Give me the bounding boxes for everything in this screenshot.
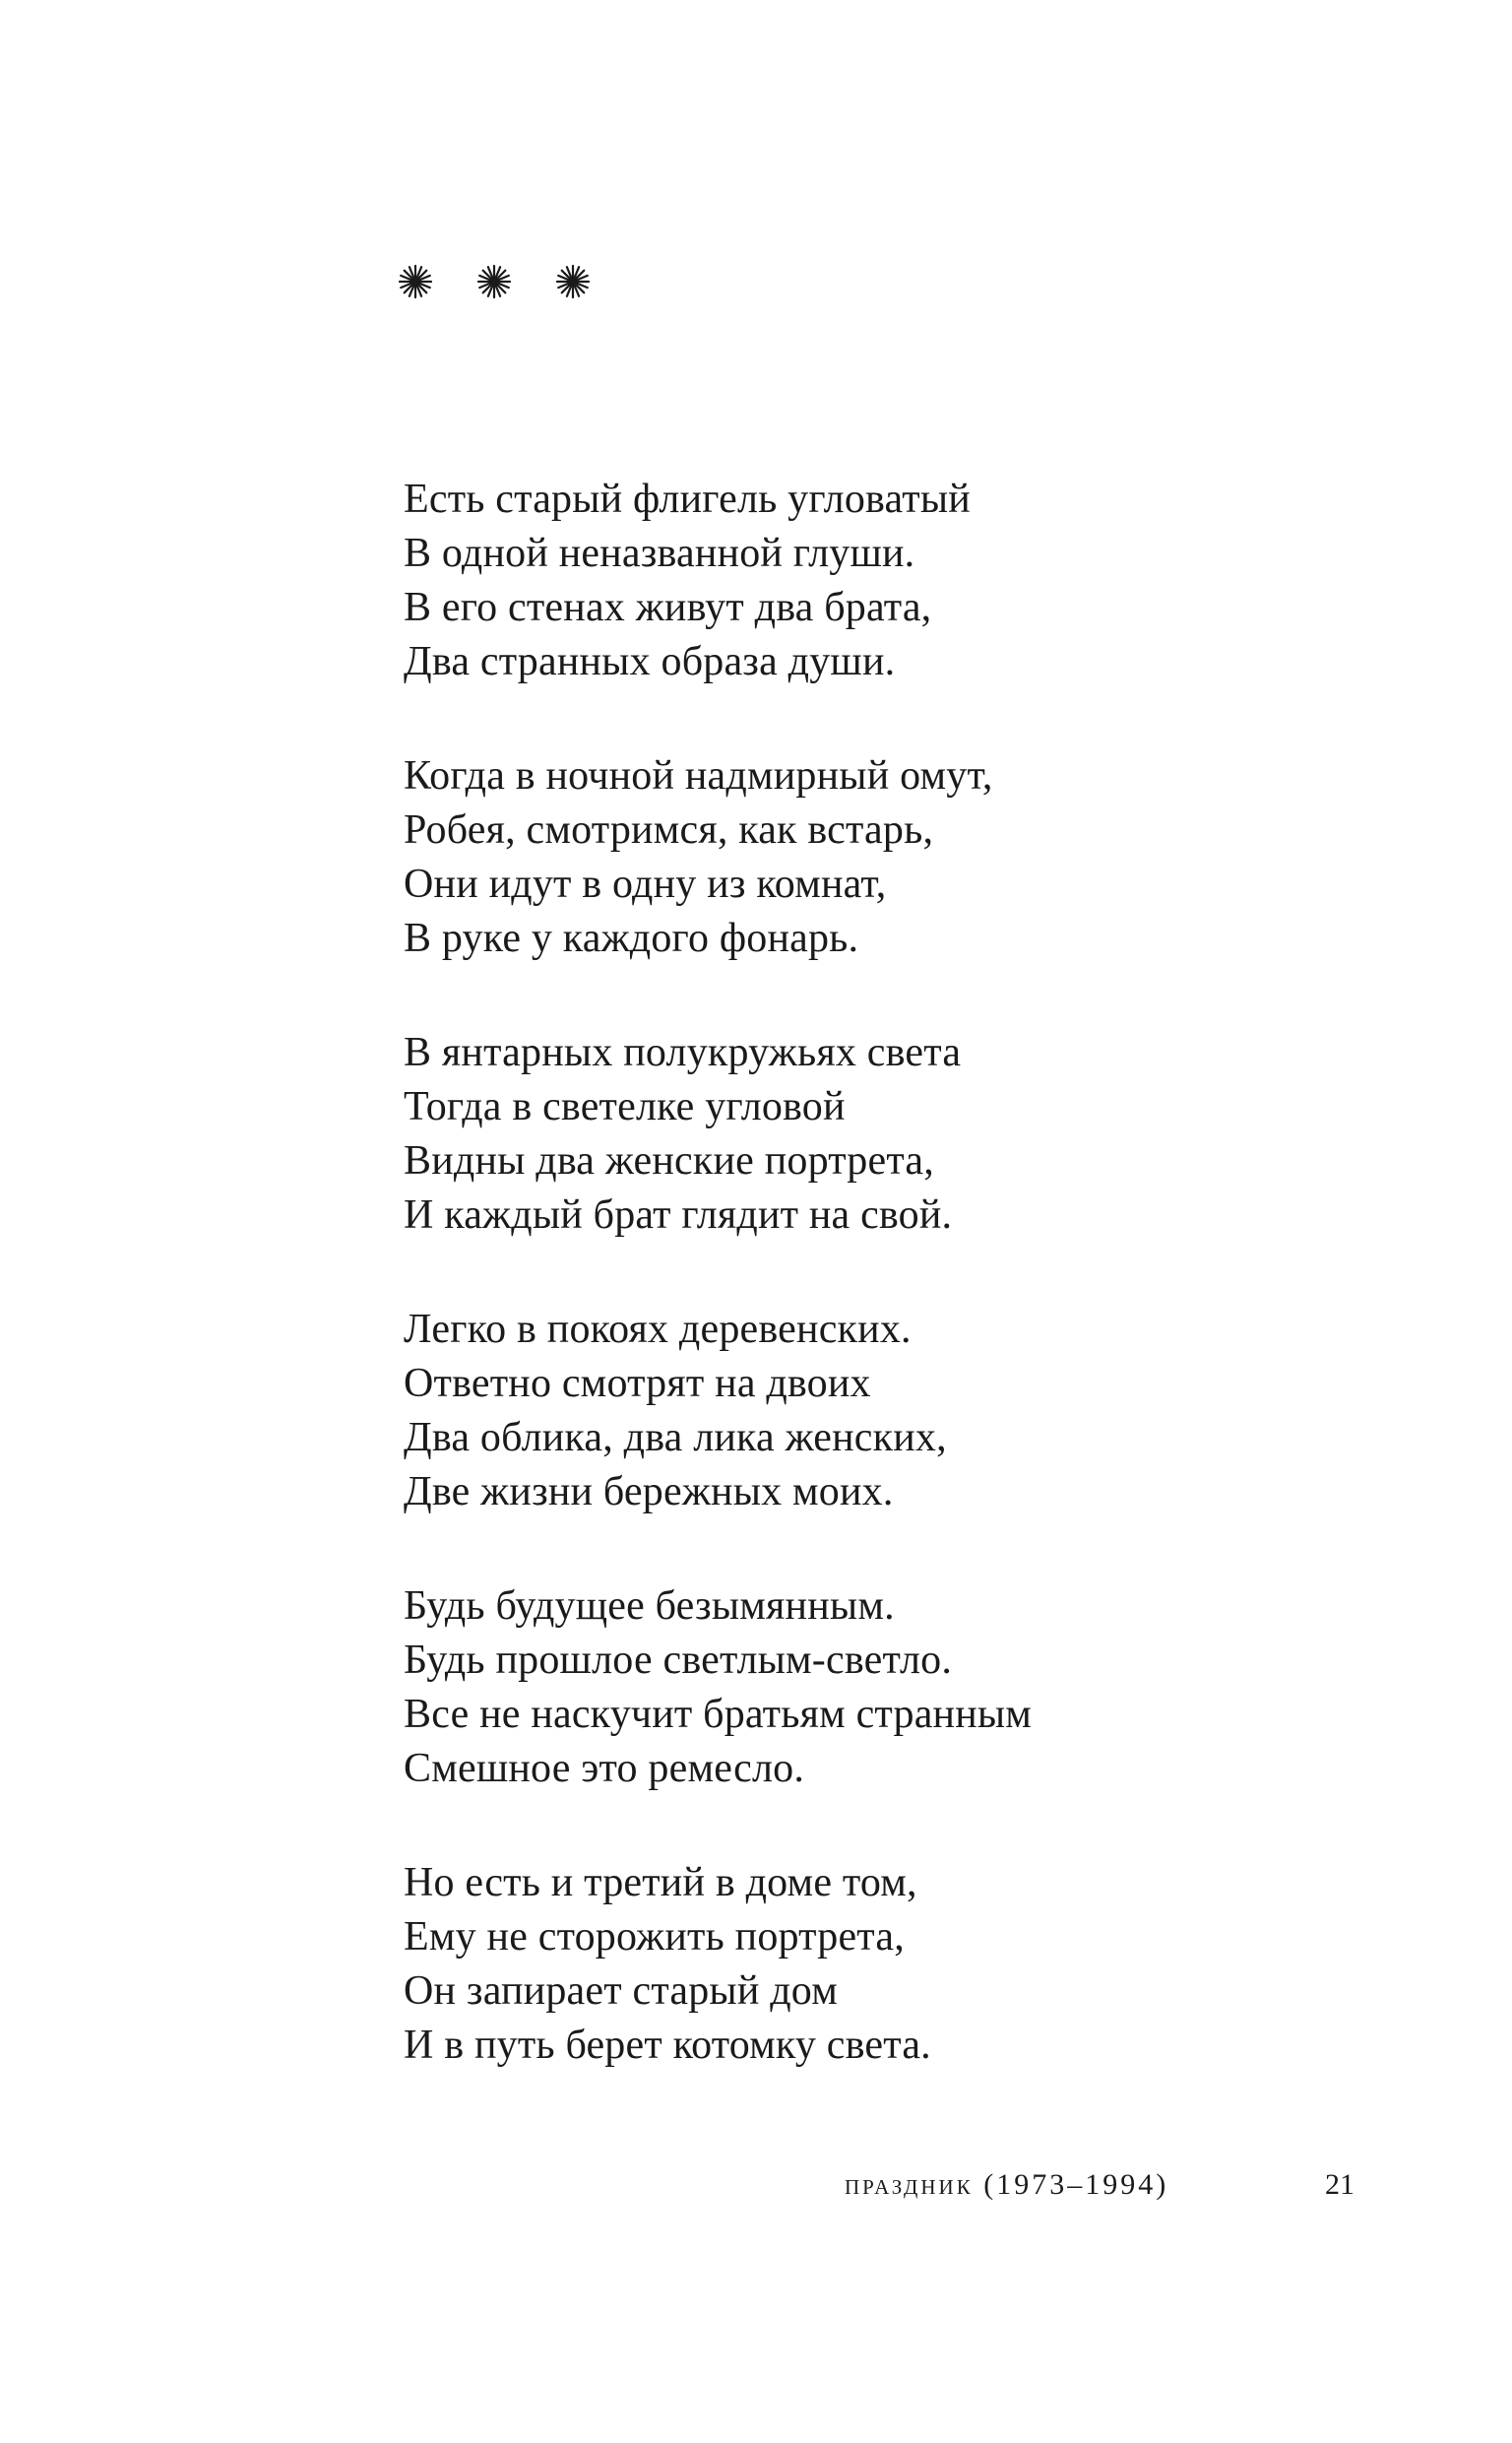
running-head: праздник (1973–1994) bbox=[845, 2168, 1169, 2201]
stanza bbox=[404, 473, 1290, 689]
poem-line: Смешное это ремесло. bbox=[404, 1746, 805, 1791]
poem-line: Два странных образа души. bbox=[404, 639, 896, 684]
poem-line: В его стенах живут два брата, bbox=[404, 585, 932, 630]
stanza bbox=[404, 1303, 1290, 1519]
poem-line: Он запирает старый дом bbox=[404, 1968, 838, 2014]
poem-line: Будь прошлое светлым-светло. bbox=[404, 1638, 953, 1683]
stanza bbox=[404, 749, 1290, 966]
poem-line: Тогда в светелке угловой bbox=[404, 1084, 846, 1129]
section-ornament bbox=[398, 264, 591, 299]
asterism-star-icon bbox=[555, 264, 591, 299]
poem-line: Ему не сторожить портрета, bbox=[404, 1914, 905, 1960]
poem-line: Видны два женские портрета, bbox=[404, 1138, 934, 1184]
poem-line: Две жизни бережных моих. bbox=[404, 1469, 894, 1514]
asterism-star-icon bbox=[476, 264, 512, 299]
poem-line: И в путь берет котомку света. bbox=[404, 2023, 931, 2068]
poem bbox=[404, 473, 1290, 2133]
poem-line: Робея, смотримся, как встарь, bbox=[404, 807, 934, 853]
poem-line: В янтарных полукружьях света bbox=[404, 1030, 962, 1075]
poem-line: Когда в ночной надмирный омут, bbox=[404, 753, 993, 799]
stanza bbox=[404, 1026, 1290, 1243]
stanza bbox=[404, 1579, 1290, 1796]
asterism-star-icon bbox=[398, 264, 433, 299]
poem-line: Будь будущее безымянным. bbox=[404, 1583, 895, 1629]
poem-line: В руке у каждого фонарь. bbox=[404, 916, 859, 961]
poem-line: И каждый брат глядит на свой. bbox=[404, 1192, 953, 1238]
poem-line: Легко в покоях деревенских. bbox=[404, 1307, 912, 1352]
page-number: 21 bbox=[1325, 2168, 1354, 2201]
poem-line: Все не наскучит братьям странным bbox=[404, 1692, 1033, 1737]
poem-line: Они идут в одну из комнат, bbox=[404, 862, 887, 907]
stanza bbox=[404, 1856, 1290, 2073]
poem-line: Но есть и третий в доме том, bbox=[404, 1860, 917, 1905]
poem-line: Два облика, два лика женских, bbox=[404, 1415, 947, 1460]
poem-line: Ответно смотрят на двоих bbox=[404, 1361, 871, 1406]
poem-line: В одной неназванной глуши. bbox=[404, 531, 915, 576]
poem-line: Есть старый флигель угловатый bbox=[404, 477, 971, 522]
